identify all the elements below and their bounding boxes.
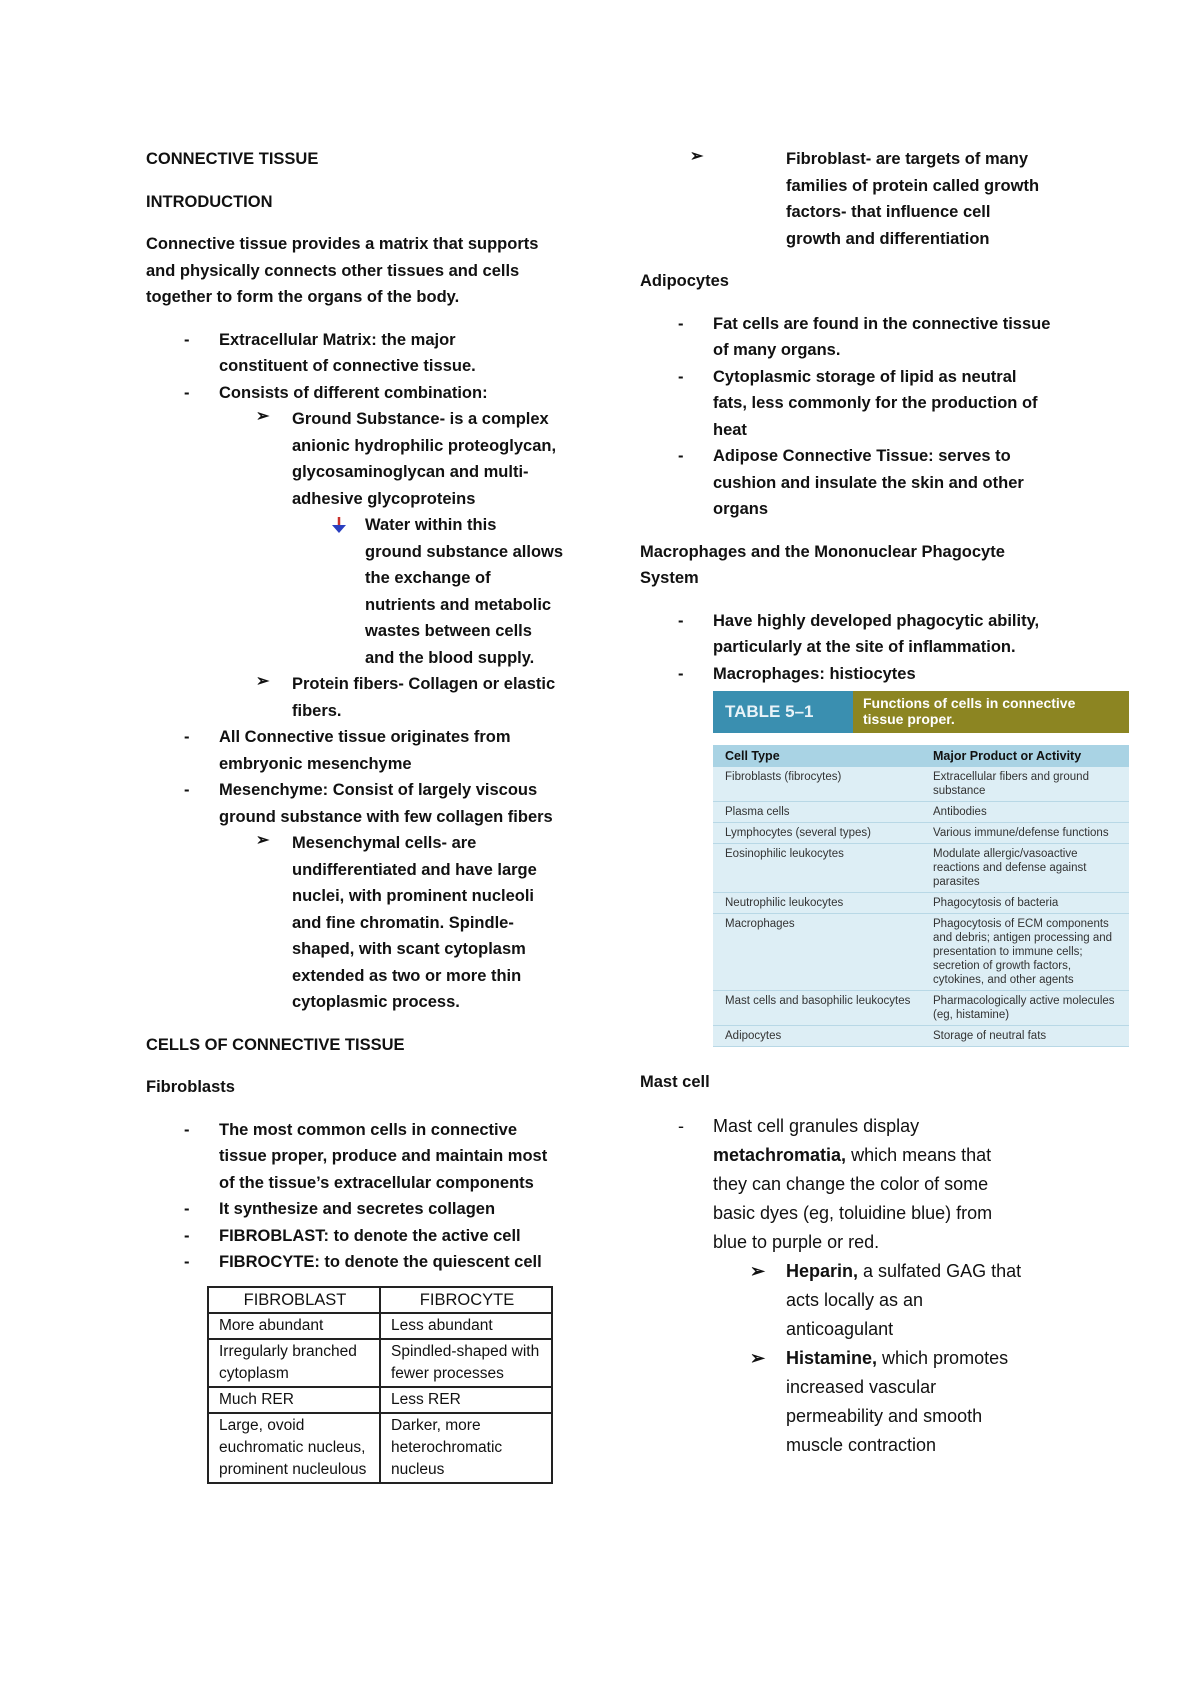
table-cell: Phagocytosis of ECM components and debris; antigen processing and presentation to immune cells; secretion of growth factors, cytokines, and other agents: [933, 918, 1113, 986]
table-cell: Less abundant: [380, 1313, 552, 1339]
bullet-text: of many organs.: [713, 341, 841, 359]
table-row: [713, 844, 1129, 893]
bullet-text: Consists of different combination:: [219, 383, 488, 402]
sub-bullet-text: anionic hydrophilic proteoglycan,: [292, 436, 557, 455]
macrophages-heading: Macrophages and the Mononuclear Phagocyte: [640, 542, 1005, 561]
dash-marker: -: [184, 1253, 190, 1271]
macrophages-heading: System: [640, 569, 699, 587]
sub-bullet-text: acts locally as an: [786, 1289, 924, 1310]
pointer-bullet-icon: [330, 516, 348, 534]
bullet-consists: [146, 380, 586, 407]
table-row: [208, 1313, 552, 1339]
arrow-bullet-icon: ➢: [256, 673, 270, 690]
table-row: [208, 1413, 552, 1483]
sub-bullet-text: factors- that influence cell: [786, 203, 991, 221]
intro-line: and physically connects other tissues and cells: [146, 261, 520, 280]
bullet-text: cushion and insulate the skin and other: [713, 473, 1024, 492]
sub-bullet-text-rest: which promotes: [877, 1347, 1009, 1368]
intro-line: together to form the organs of the body.: [146, 288, 460, 306]
bullet-text: constituent of connective tissue.: [219, 357, 476, 375]
sub-bullet-text: families of protein called growth: [786, 176, 1040, 195]
sub-bullet-ground: [146, 406, 586, 512]
sub-bullet-text-rest: a sulfated GAG that: [858, 1260, 1022, 1281]
sub-bullet-text: growth and differentiation: [786, 229, 990, 248]
table-cell: Various immune/defense functions: [933, 827, 1109, 839]
sub-sub-bullet-text: nutrients and metabolic: [365, 595, 552, 614]
bullet-text: heat: [713, 420, 747, 439]
bullet-text: FIBROCYTE: to denote the quiescent cell: [219, 1253, 542, 1271]
table-row: [713, 823, 1129, 844]
bullet-fibroblast-def: [146, 1223, 586, 1250]
table-cell: Antibodies: [933, 806, 987, 818]
dash-marker: -: [184, 330, 190, 349]
right-column: [640, 146, 1140, 1460]
bullet-text: Extracellular Matrix: the major: [219, 330, 456, 349]
dash-marker: -: [678, 664, 684, 683]
dash-marker: -: [678, 314, 684, 333]
sub-bullet-text: Fibroblast- are targets of many: [786, 150, 1029, 168]
table-cell: Less RER: [380, 1387, 552, 1413]
table-cell: Large, ovoid euchromatic nucleus, prominent nucleulous: [208, 1413, 380, 1483]
bullet-text: All Connective tissue originates from: [219, 728, 511, 746]
bullet-text: ground substance with few collagen fibers: [219, 807, 553, 826]
sub-bullet-text: glycosaminoglycan and multi-: [292, 463, 529, 481]
sub-bullet-text: Protein fibers- Collagen or elastic: [292, 675, 556, 693]
arrow-bullet-icon: ➢: [256, 832, 270, 849]
sub-bullet-fibro-target: [640, 146, 1140, 252]
table-5-1-image: [713, 691, 1129, 1047]
bullet-text: Fat cells are found in the connective tissue: [713, 314, 1051, 333]
bullet-common: [146, 1117, 586, 1197]
sub-sub-bullet-text: and the blood supply.: [365, 648, 535, 667]
bullet-adipose: [640, 443, 1140, 523]
table-row: [713, 802, 1129, 823]
sub-bullet-histamine: [640, 1344, 1140, 1460]
bullet-text: Macrophages: histiocytes: [713, 664, 916, 683]
sub-bullet-text: undifferentiated and have large: [292, 860, 537, 879]
dash-marker: -: [678, 1115, 684, 1136]
table-5-1-column-headers: [713, 745, 1129, 767]
dash-marker: -: [184, 781, 190, 799]
bullet-text-rest: which means that: [846, 1144, 992, 1165]
bullet-text: Mast cell granules display: [713, 1115, 920, 1136]
table-row: [208, 1387, 552, 1413]
bullet-synth: [146, 1196, 586, 1223]
bullet-text: Adipose Connective Tissue: serves to: [713, 447, 1011, 465]
bullet-fat: [640, 311, 1140, 364]
table-row: [713, 914, 1129, 991]
adipocytes-heading: Adipocytes: [640, 272, 729, 290]
sub-bullet-text: [640, 1344, 1140, 1373]
bullet-text: fats, less commonly for the production of: [713, 394, 1038, 412]
table-header-cell: FIBROCYTE: [380, 1287, 552, 1313]
sub-bullet-text: nuclei, with prominent nucleoli: [292, 887, 535, 905]
sub-bullet-text: muscle contraction: [786, 1434, 937, 1455]
sub-bullet-text: anticoagulant: [786, 1318, 894, 1339]
bullet-text: particularly at the site of inflammation.: [713, 638, 1016, 656]
sub-sub-bullet-text: Water within this: [365, 516, 497, 534]
dash-marker: -: [184, 1226, 190, 1245]
table-cell: Fibroblasts (fibrocytes): [725, 771, 842, 783]
bullet-text: [640, 1141, 1140, 1170]
table-cell: Lymphocytes (several types): [725, 827, 871, 839]
fibroblast-fibrocyte-table: [207, 1286, 553, 1484]
table-cell: Much RER: [208, 1387, 380, 1413]
table-cell: Neutrophilic leukocytes: [725, 897, 844, 909]
table-cell: Pharmacologically active molecules (eg, histamine): [933, 995, 1115, 1021]
sub-bullet-text: shaped, with scant cytoplasm: [292, 940, 526, 958]
table-cell: More abundant: [208, 1313, 380, 1339]
sub-bullet-text: cytoplasmic process.: [292, 993, 460, 1011]
intro-heading: INTRODUCTION: [146, 192, 273, 211]
table-row: [208, 1339, 552, 1387]
table-cell: Macrophages: [725, 918, 795, 930]
bullet-text: basic dyes (eg, toluidine blue) from: [713, 1202, 993, 1223]
table-5-1-header: [713, 691, 1129, 733]
table-row: [713, 991, 1129, 1026]
bullet-text: It synthesize and secretes collagen: [219, 1200, 496, 1218]
bullet-mesenchyme: [146, 777, 586, 830]
sub-bullet-text: [640, 1257, 1140, 1286]
sub-bullet-text: Ground Substance- is a complex: [292, 410, 549, 428]
bullet-text: FIBROBLAST: to denote the active cell: [219, 1226, 521, 1245]
column-header: Cell Type: [725, 749, 780, 763]
dash-marker: -: [184, 1120, 190, 1139]
table-header-row: [208, 1287, 552, 1313]
bullet-storage: [640, 364, 1140, 444]
sub-sub-bullet-text: ground substance allows: [365, 542, 564, 561]
arrow-bullet-icon: ➢: [256, 408, 270, 425]
sub-bullet-text: extended as two or more thin: [292, 966, 522, 985]
table-cell: Extracellular fibers and ground substance: [933, 771, 1089, 797]
column-header: Major Product or Activity: [933, 749, 1082, 763]
sub-bullet-protein: [146, 671, 586, 724]
table-row: [713, 767, 1129, 802]
sub-bullet-text: and fine chromatin. Spindle-: [292, 913, 514, 932]
sub-bullet-heparin: [640, 1257, 1140, 1344]
dash-marker: -: [184, 728, 190, 746]
table-cell: Eosinophilic leukocytes: [725, 848, 844, 860]
dash-marker: -: [678, 611, 684, 630]
bullet-origin: [146, 724, 586, 777]
arrow-bullet-icon: ➢: [750, 1347, 766, 1368]
table-cell: Adipocytes: [725, 1030, 782, 1042]
bullet-fibrocyte-def: [146, 1249, 586, 1276]
table-row: [713, 1026, 1129, 1047]
bold-term: Heparin,: [786, 1260, 859, 1281]
bullet-mast: [640, 1112, 1140, 1257]
bullet-text: of the tissue’s extracellular components: [219, 1173, 534, 1192]
left-column: [146, 146, 586, 1484]
fibroblasts-heading: Fibroblasts: [146, 1078, 235, 1096]
table-cell: Irregularly branched cytoplasm: [208, 1339, 380, 1387]
sub-bullet-text: fibers.: [292, 701, 342, 720]
sub-bullet-mesenchymal: [146, 830, 586, 1016]
table-cell: Darker, more heterochromatic nucleus: [380, 1413, 552, 1483]
bullet-text: blue to purple or red.: [713, 1231, 880, 1252]
table-cell: Plasma cells: [725, 806, 790, 818]
bold-term: Histamine,: [786, 1347, 878, 1368]
dash-marker: -: [184, 383, 190, 402]
bullet-text: Have highly developed phagocytic ability,: [713, 611, 1040, 630]
page-title: CONNECTIVE TISSUE: [146, 150, 319, 168]
sub-bullet-text: permeability and smooth: [786, 1405, 983, 1426]
table-cell: Phagocytosis of bacteria: [933, 897, 1059, 909]
table-5-1-label: TABLE 5–1: [713, 691, 853, 733]
bullet-text: Cytoplasmic storage of lipid as neutral: [713, 367, 1017, 386]
bold-term: metachromatia,: [713, 1144, 847, 1165]
sub-bullet-text: increased vascular: [786, 1376, 937, 1397]
sub-bullet-text: Mesenchymal cells- are: [292, 834, 477, 852]
bullet-text: The most common cells in connective: [219, 1120, 517, 1139]
bullet-ecm: [146, 327, 586, 380]
dash-marker: -: [184, 1200, 190, 1218]
bullet-histio: [640, 661, 1140, 688]
sub-sub-bullet-text: the exchange of: [365, 569, 491, 587]
bullet-text: organs: [713, 500, 769, 518]
sub-sub-bullet-text: wastes between cells: [365, 622, 532, 640]
arrow-bullet-icon: ➢: [750, 1260, 766, 1281]
cells-heading: CELLS OF CONNECTIVE TISSUE: [146, 1035, 405, 1054]
bullet-text: tissue proper, produce and maintain most: [219, 1147, 548, 1165]
table-cell: Storage of neutral fats: [933, 1030, 1047, 1042]
dash-marker: -: [678, 447, 684, 465]
bullet-phago: [640, 608, 1140, 661]
table-cell: Modulate allergic/vasoactive reactions and defense against parasites: [933, 848, 1087, 888]
bullet-text: Mesenchyme: Consist of largely viscous: [219, 781, 538, 799]
sub-bullet-text: adhesive glycoproteins: [292, 489, 476, 508]
bullet-text: they can change the color of some: [713, 1173, 989, 1194]
mast-cell-heading: Mast cell: [640, 1073, 710, 1091]
table-header-cell: FIBROBLAST: [208, 1287, 380, 1313]
sub-sub-bullet-water: [146, 512, 586, 671]
arrow-bullet-icon: ➢: [690, 148, 704, 165]
table-cell: Spindled-shaped with fewer processes: [380, 1339, 552, 1387]
intro-line: Connective tissue provides a matrix that supports: [146, 235, 539, 253]
dash-marker: -: [678, 367, 684, 386]
table-5-1-title: Functions of cells in connective tissue proper.: [853, 691, 1129, 733]
table-row: [713, 893, 1129, 914]
bullet-text: embryonic mesenchyme: [219, 754, 412, 773]
table-cell: Mast cells and basophilic leukocytes: [725, 995, 911, 1007]
